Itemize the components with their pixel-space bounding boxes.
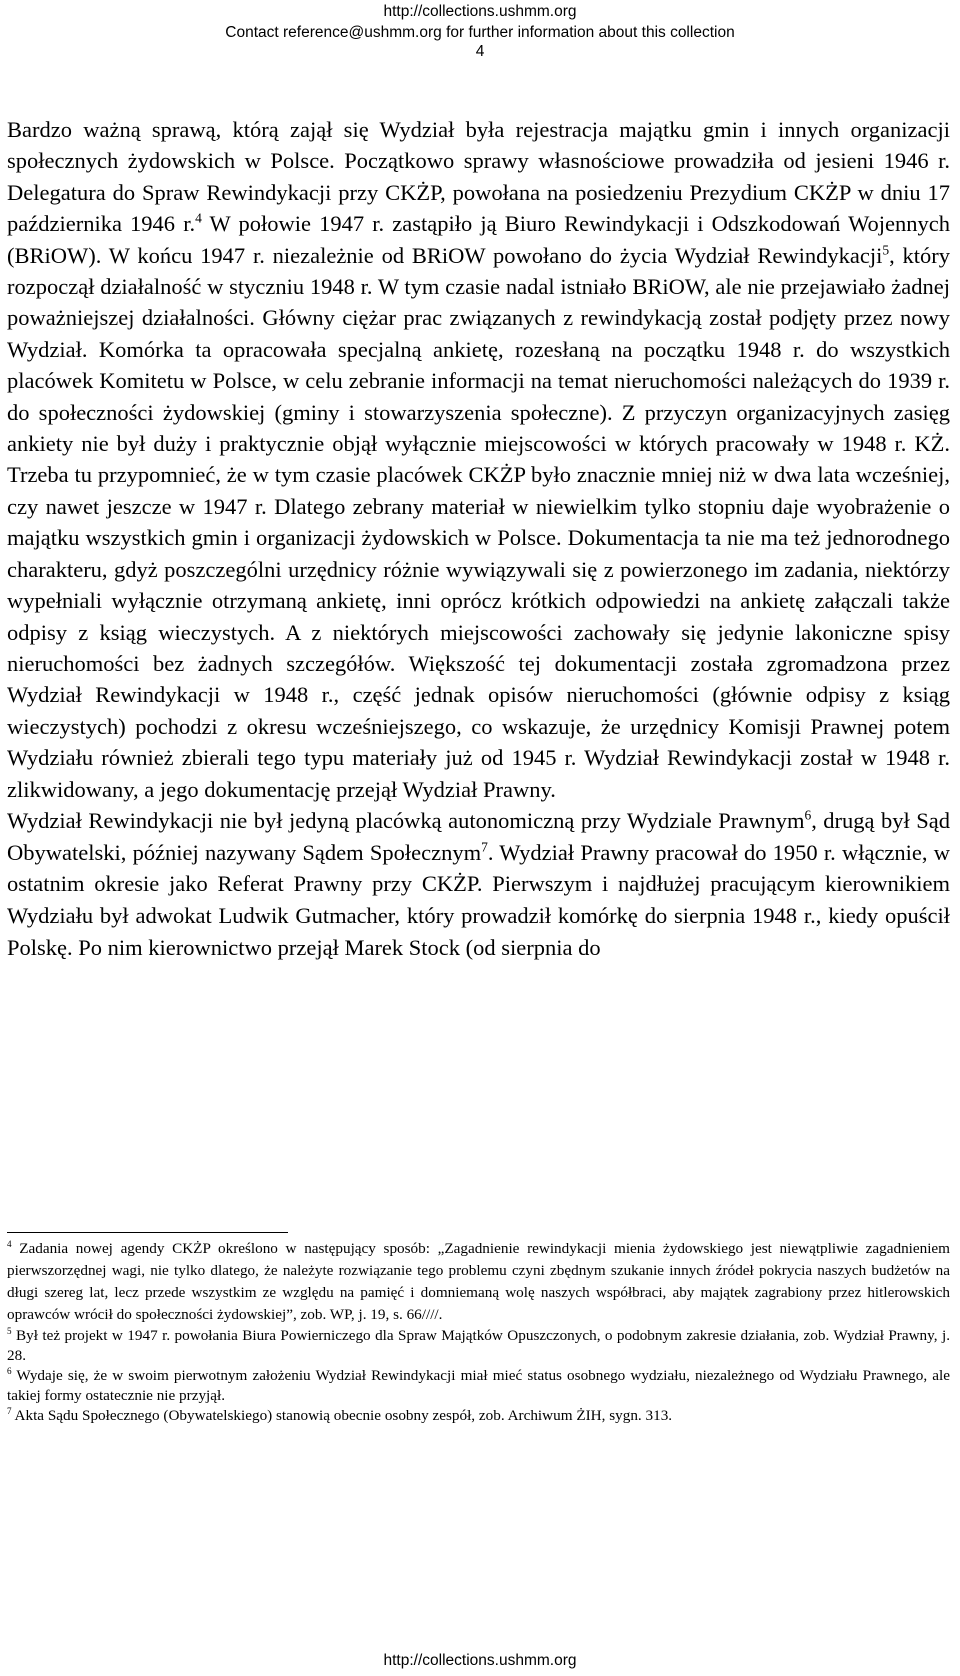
footnote-text: Był też projekt w 1947 r. powołania Biura Powierniczego dla Spraw Majątków Opuszczonych, o podobnym zakresie działania, zob. Wydział Prawny, j. 28. [7,1327,950,1364]
footnote-ref-6: 6 [804,807,812,823]
footnotes [7,1238,950,1426]
footnote-ref-7: 7 [481,839,488,855]
paragraph-2 [7,805,950,964]
footnote-divider [7,1232,288,1233]
footnote-4 [7,1238,950,1326]
footnote-text: Akta Sądu Społecznego (Obywatelskiego) stanowią obecnie osobny zespół, zob. Archiwum ŻIH, sygn. 313. [11,1407,673,1424]
footnote-7 [7,1406,950,1426]
page-number: 4 [475,43,485,60]
footnote-6 [7,1366,950,1406]
paragraph-text: Wydział Rewindykacji nie był jedyną placówką autonomiczną przy Wydziale Prawnym [7,807,805,833]
footnote-mark: 4 [7,1238,12,1249]
footnote-ref-4: 4 [195,210,202,226]
paragraph-text: Bardzo ważną sprawą, którą zajął się Wydział była rejestracja majątku gmin i innych organizacji społecznych żydowskich w Polsce. Początkowo sprawy własnościowe prowadziła od jesieni 1946 r. Delegatura do Spraw Rewindykacji przy CKŻP, powołana na posiedzeniu Prezydium CKŻP w dniu 17 października 1946 r. [7,117,950,237]
paragraph-1 [7,114,950,805]
paragraph-text: , który rozpoczął działalność w styczniu 1948 r. W tym czasie nadal istniało BRiOW, ale nie przejawiało żadnej poważniejszej działalności. Główny ciężar prac związanych z rewindykacją został podjęty przez nowy Wydział. Komórka ta opracowała specjalną ankietę, rozesłaną na początku 1948 r. do wszystkich placówek Komitetu w Polsce, w celu zebranie informacji na temat nieruchomości należących do 1939 r. do społeczności żydowskiej (gminy i stowarzyszenia społeczne). Z przyczyn organizacyjnych zasięg ankiety nie był duży i praktycznie objął wyłącznie miejscowości w których pracowały w 1948 r. KŻ. Trzeba tu przypomnieć, że w tym czasie placówek CKŻP było znacznie mniej niż w dwa lata wcześniej, czy nawet jeszcze w 1947 r. Dlatego zebrany materiał w niewielkim tylko stopniu daje wyobrażenie o majątku wszystkich gmin i organizacji żydowskich w Polsce. Dokumentacja ta nie ma też jednorodnego charakteru, gdyż poszczególni urzędnicy różnie wywiązywali się z powierzonego im zadania, niektórzy wypełniali wyłącznie otrzymaną ankietę, inni oprócz krótkich odpowiedzi na ankietę załączali także odpisy z ksiąg wieczystych. A z niektórych miejscowości zachowały się jedynie lakoniczne spisy nieruchomości bez żadnych szczegółów. Większość tej dokumentacji została zgromadzona przez Wydział Rewindykacji w 1948 r., część jednak opisów nieruchomości (głównie odpisy z ksiąg wieczystych) pochodzi z okresu wcześniejszego, co wskazuje, że urzędnicy Komisji Prawnej potem Wydziału również zbierali tego typu materiały już od 1945 r. Wydział Rewindykacji został w 1948 r. zlikwidowany, a jego dokumentację przejął Wydział Prawny. [7,242,950,802]
footnote-text: Zadania nowej agendy CKŻP określono w następujący sposób: „Zagadnienie rewindykacji mienia żydowskiego jest niewątpliwie zagadnieniem pierwszorzędnej wagi, nie tylko dlatego, że należyte rozwiązanie tego problemu czyni zbędnym szukanie innych źródeł pokrycia naszych budżetów na długi szereg lat, lecz przede wszystkim ze względu na pamięć i domniemaną wolę naszych współbraci, aby majątek zagrabiony przez hitlerowskich oprawców wrócił do społeczności żydowskiej”, zob. WP, j. 19, s. 66////. [7,1240,950,1323]
footnote-mark: 7 [7,1405,12,1416]
watermark-url: http://collections.ushmm.org [383,3,577,20]
paragraph-text: , drugą był Sąd Obywatelski, później nazywany Sądem Społecznym [7,807,950,865]
paragraph-text: . Wydział Prawny pracował do 1950 r. włącznie, w ostatnim okresie jako Referat Prawny przy CKŻP. Pierwszym i najdłużej pracującym kierownikiem Wydziału był adwokat Ludwik Gutmacher, który prowadził komórkę do sierpnia 1948 r., kiedy opuścił Polskę. Po nim kierownictwo przejął Marek Stock (od sierpnia do [7,839,950,960]
footnote-mark: 6 [7,1365,12,1376]
footnote-text: Wydaje się, że w swoim pierwotnym założeniu Wydział Rewindykacji miał mieć status osobnego wydziału, niezależnego od Wydziału Prawnego, ale takiej formy ostatecznie nie przyjął. [7,1367,950,1404]
watermark-footer-url: http://collections.ushmm.org [383,1652,577,1669]
footnote-5 [7,1326,950,1366]
footnote-mark: 5 [7,1325,12,1336]
main-text [7,114,950,963]
paragraph-text: W połowie 1947 r. zastąpiło ją Biuro Rewindykacji i Odszkodowań Wojennych (BRiOW). W końcu 1947 r. niezależnie od BRiOW powołano do życia Wydział Rewindykacji [7,211,950,268]
footnote-ref-5: 5 [882,242,890,258]
watermark-contact: Contact reference@ushmm.org for further information about this collection [225,24,735,41]
